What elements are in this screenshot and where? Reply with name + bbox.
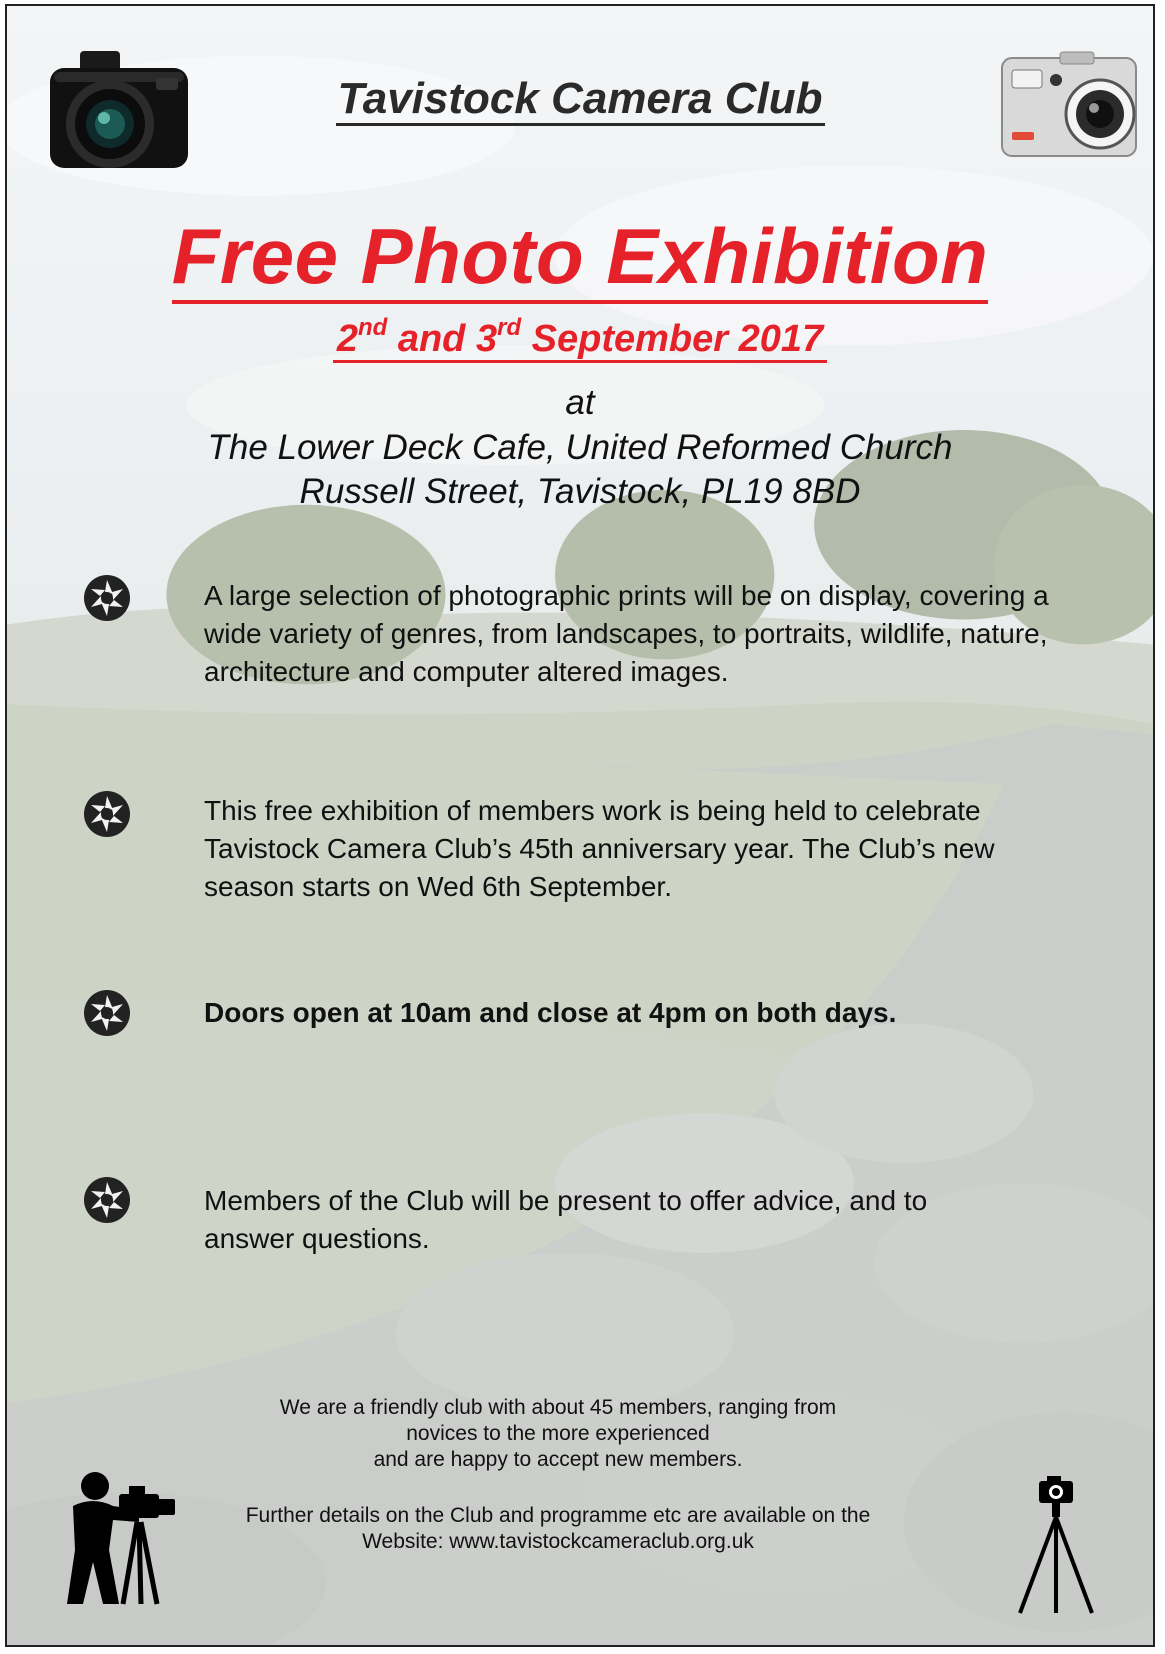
club-about-line1: We are a friendly club with about 45 members, ranging from xyxy=(279,1396,837,1419)
poster-content xyxy=(7,6,1153,1645)
photographer-silhouette-icon xyxy=(53,1466,181,1606)
headline xyxy=(7,211,1153,302)
at-label: at xyxy=(565,383,595,422)
venue-address xyxy=(7,426,1153,514)
venue-line1: The Lower Deck Cafe, United Reformed Church xyxy=(207,428,953,467)
camera-tripod-icon xyxy=(1012,1475,1102,1617)
club-title xyxy=(7,74,1153,124)
headline-text: Free Photo Exhibition xyxy=(172,212,989,304)
event-dates xyxy=(7,314,1153,361)
info-point-3: Doors open at 10am and close at 4pm on both days. xyxy=(204,997,897,1028)
date-rest: September 2017 xyxy=(521,318,824,360)
club-about-line2: novices to the more experienced xyxy=(406,1422,710,1445)
camera-aperture-icon xyxy=(83,1176,131,1224)
date-day1-suffix: nd xyxy=(357,314,388,341)
club-details-line1: Further details on the Club and programme etc are available on the xyxy=(245,1504,871,1527)
venue-line2: Russell Street, Tavistock, PL19 8BD xyxy=(299,472,861,511)
club-details-line2: Website: www.tavistockcameraclub.org.uk xyxy=(362,1530,754,1553)
camera-aperture-icon xyxy=(83,790,131,838)
camera-aperture-icon xyxy=(83,574,131,622)
info-point-2: This free exhibition of members work is being held to celebrate Tavistock Camera Club’s 45th anniversary year. The Club’s new season starts on Wed 6th September. xyxy=(204,795,995,902)
poster xyxy=(5,4,1155,1647)
camera-aperture-icon xyxy=(83,989,131,1037)
info-point-4: Members of the Club will be present to offer advice, and to answer questions. xyxy=(204,1185,928,1254)
date-day2-suffix: rd xyxy=(497,314,522,341)
club-about xyxy=(7,1395,1153,1473)
date-day1: 2 xyxy=(336,318,358,360)
club-about-line3: and are happy to accept new members. xyxy=(373,1448,743,1471)
club-title-text: Tavistock Camera Club xyxy=(336,74,825,126)
date-day2: 3 xyxy=(475,318,498,360)
info-point-1: A large selection of photographic prints will be on display, covering a wide variety of genres, from landscapes, to portraits, wildlife, nature, architecture and computer altered images. xyxy=(204,580,1049,687)
event-dates-line xyxy=(333,314,827,363)
date-and: and xyxy=(387,318,476,360)
